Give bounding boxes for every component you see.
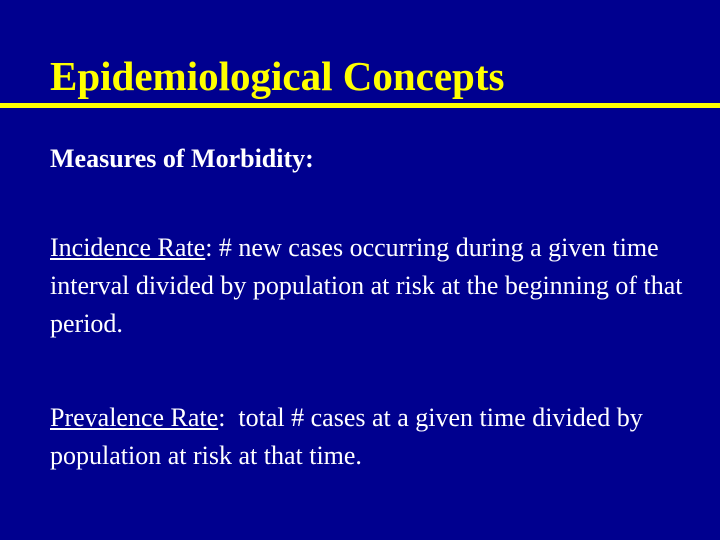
term-separator: :: [218, 403, 226, 432]
title-underline-rule: [0, 103, 720, 108]
subheading-measures-of-morbidity: Measures of Morbidity:: [50, 144, 314, 173]
slide-title: Epidemiological Concepts: [50, 53, 505, 99]
definition-text: total # cases at a given time divided by population at risk at that time.: [50, 403, 650, 470]
definition-text: # new cases occurring during a given time interval divided by population at risk at the beginning of that period.: [50, 233, 683, 338]
term-incidence-rate: Incidence Rate: [50, 233, 206, 262]
definition-incidence-rate: [50, 229, 700, 343]
definition-prevalence-rate: [50, 399, 700, 475]
term-separator: :: [205, 233, 213, 262]
term-prevalence-rate: Prevalence Rate: [50, 403, 219, 432]
